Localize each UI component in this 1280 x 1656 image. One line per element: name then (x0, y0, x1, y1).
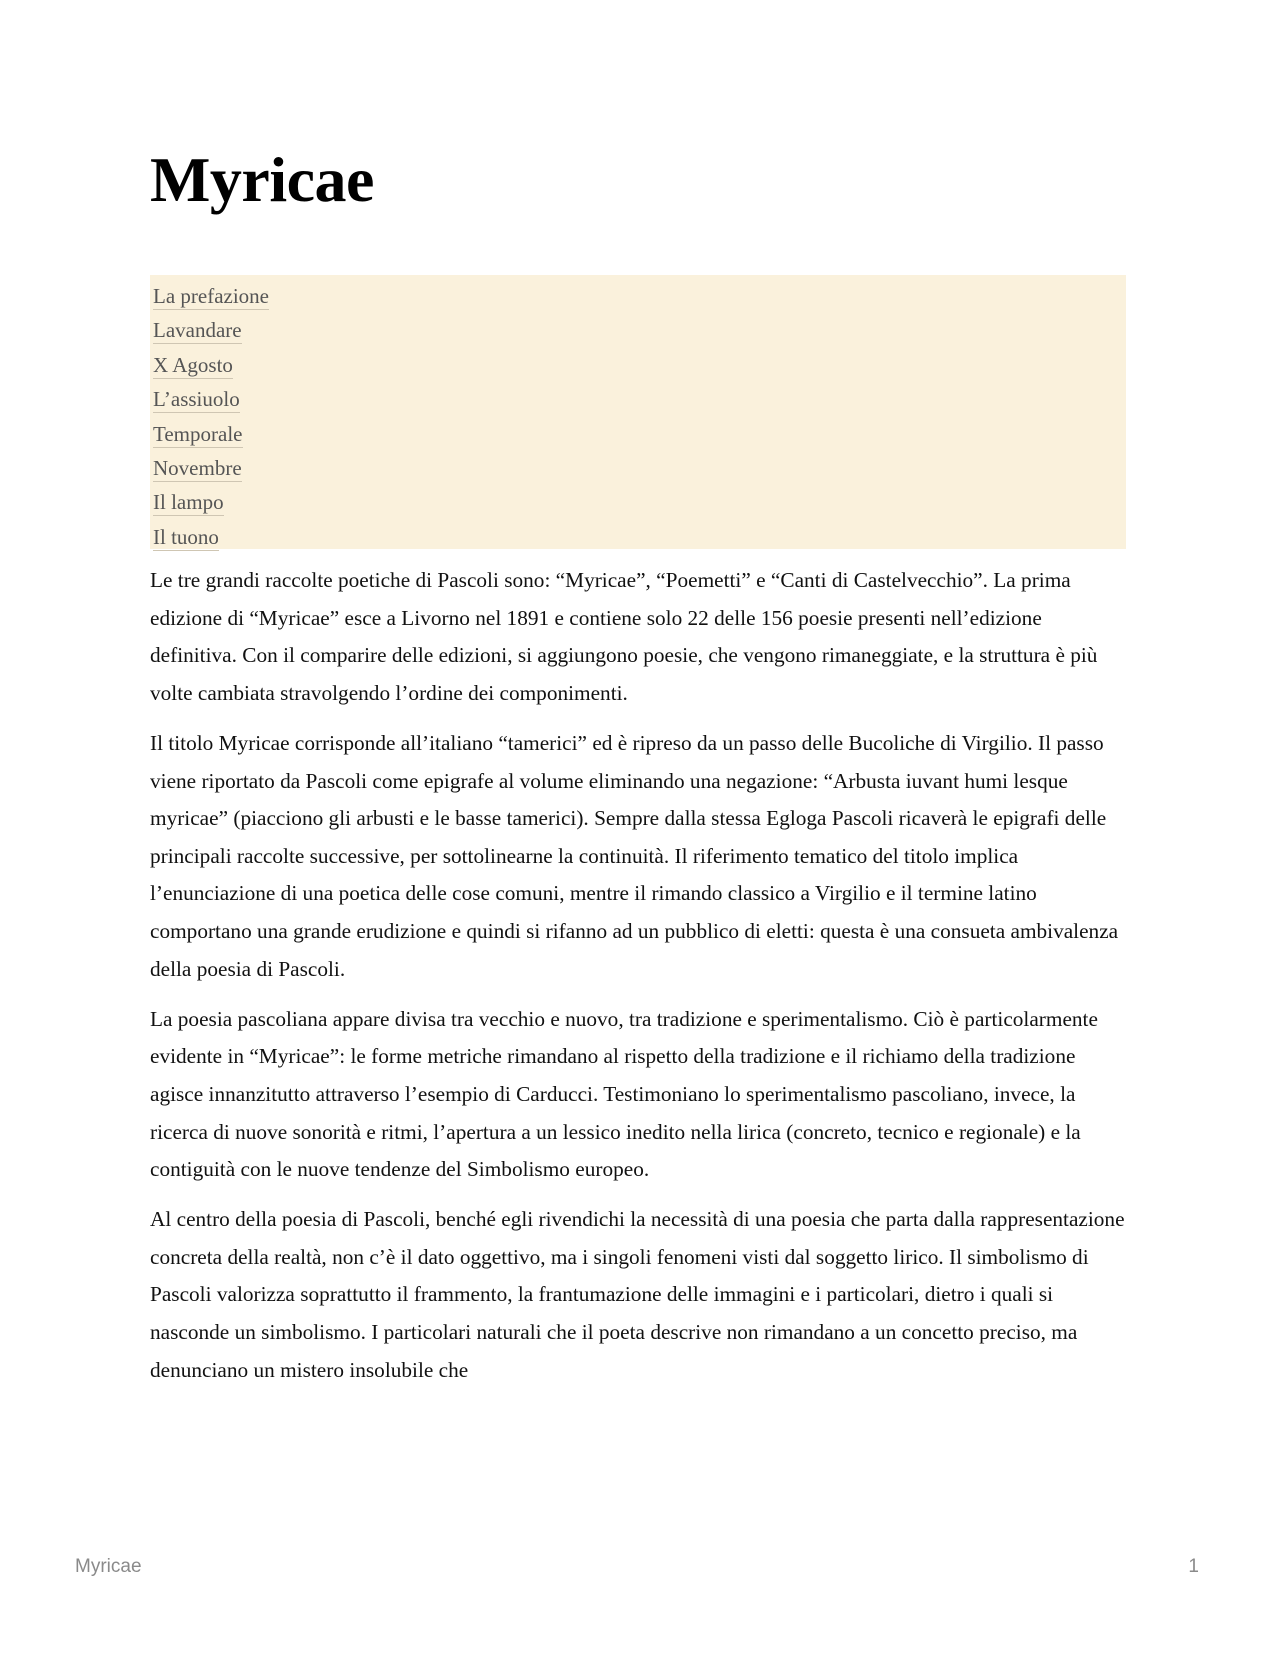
toc-link-assiuolo[interactable]: L’assiuolo (153, 387, 240, 412)
toc-item (153, 350, 1126, 384)
toc-item (153, 419, 1126, 453)
toc-item (153, 315, 1126, 349)
paragraph: La poesia pascoliana appare divisa tra vecchio e nuovo, tra tradizione e sperimentalismo. Ciò è particolarmente evidente in “Myricae”: le forme metriche rimandano al rispetto della tradizione e il richiamo della tradizione agisce innanzitutto attraverso l’esempio di Carducci. Testimoniano lo sperimentalismo pascoliano, invece, la ricerca di nuove sonorità e ritmi, l’apertura a un lessico inedito nella lirica (concreto, tecnico e regionale) e la contiguità con le nuove tendenze del Simbolismo europeo. (150, 1006, 1098, 1182)
footer-title: Myricae (75, 1556, 142, 1577)
toc-link-la-prefazione[interactable]: La prefazione (153, 284, 270, 308)
toc-link-x-agosto[interactable]: X Agosto (153, 352, 233, 377)
paragraph: Al centro della poesia di Pascoli, benché egli rivendichi la necessità di una poesia che parta dalla rappresentazione concreta della realtà, non c’è il dato oggettivo, ma i singoli fenomeni visti dal soggetto lirico. Il simbolismo di Pascoli valorizza soprattutto il frammento, la frantumazione delle immagini e i particolari, dietro i quali si nasconde un simbolismo. I particolari naturali che il poeta descrive non rimandano a un concetto preciso, ma denunciano un mistero insolubile che (150, 1207, 1125, 1382)
body-text (150, 562, 1130, 1402)
toc-item (153, 384, 1126, 418)
page-title: Myricae (150, 144, 374, 215)
toc-item (153, 281, 1126, 315)
toc-link-il-lampo[interactable]: Il lampo (153, 490, 224, 515)
toc-link-temporale[interactable]: Temporale (153, 421, 243, 446)
paragraph: Il titolo Myricae corrisponde all’italiano “tamerici” ed è ripreso da un passo delle Bucoliche di Virgilio. Il passo viene riportato da Pascoli come epigrafe al volume eliminando una negazione: “Arbusta iuvant humi lesque myricae” (piacciono gli arbusti e le basse tamerici). Sempre dalla stessa Egloga Pascoli ricaverà le epigrafi delle principali raccolte successive, per sottolinearne la continuità. Il riferimento tematico del titolo implica l’enunciazione di una poetica delle cose comuni, mentre il rimando classico a Virgilio e il termine latino comportano una grande erudizione e quindi si rifanno ad un pubblico di eletti: questa è una consueta ambivalenza della poesia di Pascoli. (150, 730, 1119, 981)
toc-link-lavandare[interactable]: Lavandare (153, 318, 242, 343)
toc-item (153, 453, 1126, 487)
toc-item (153, 487, 1126, 521)
toc-link-novembre[interactable]: Novembre (153, 455, 242, 480)
paragraph: Le tre grandi raccolte poetiche di Pascoli sono: “Myricae”, “Poemetti” e “Canti di Castelvecchio”. La prima edizione di “Myricae” esce a Livorno nel 1891 e contiene solo 22 delle 156 poesie presenti nell’edizione definitiva. Con il comparire delle edizioni, si aggiungono poesie, che vengono rimaneggiate, e la struttura è più volte cambiata stravolgendo l’ordine dei componimenti. (150, 568, 1098, 705)
toc-item (153, 522, 1126, 556)
page-number: 1 (1188, 1556, 1199, 1577)
toc-link-il-tuono[interactable]: Il tuono (153, 524, 219, 549)
table-of-contents (150, 275, 1126, 549)
